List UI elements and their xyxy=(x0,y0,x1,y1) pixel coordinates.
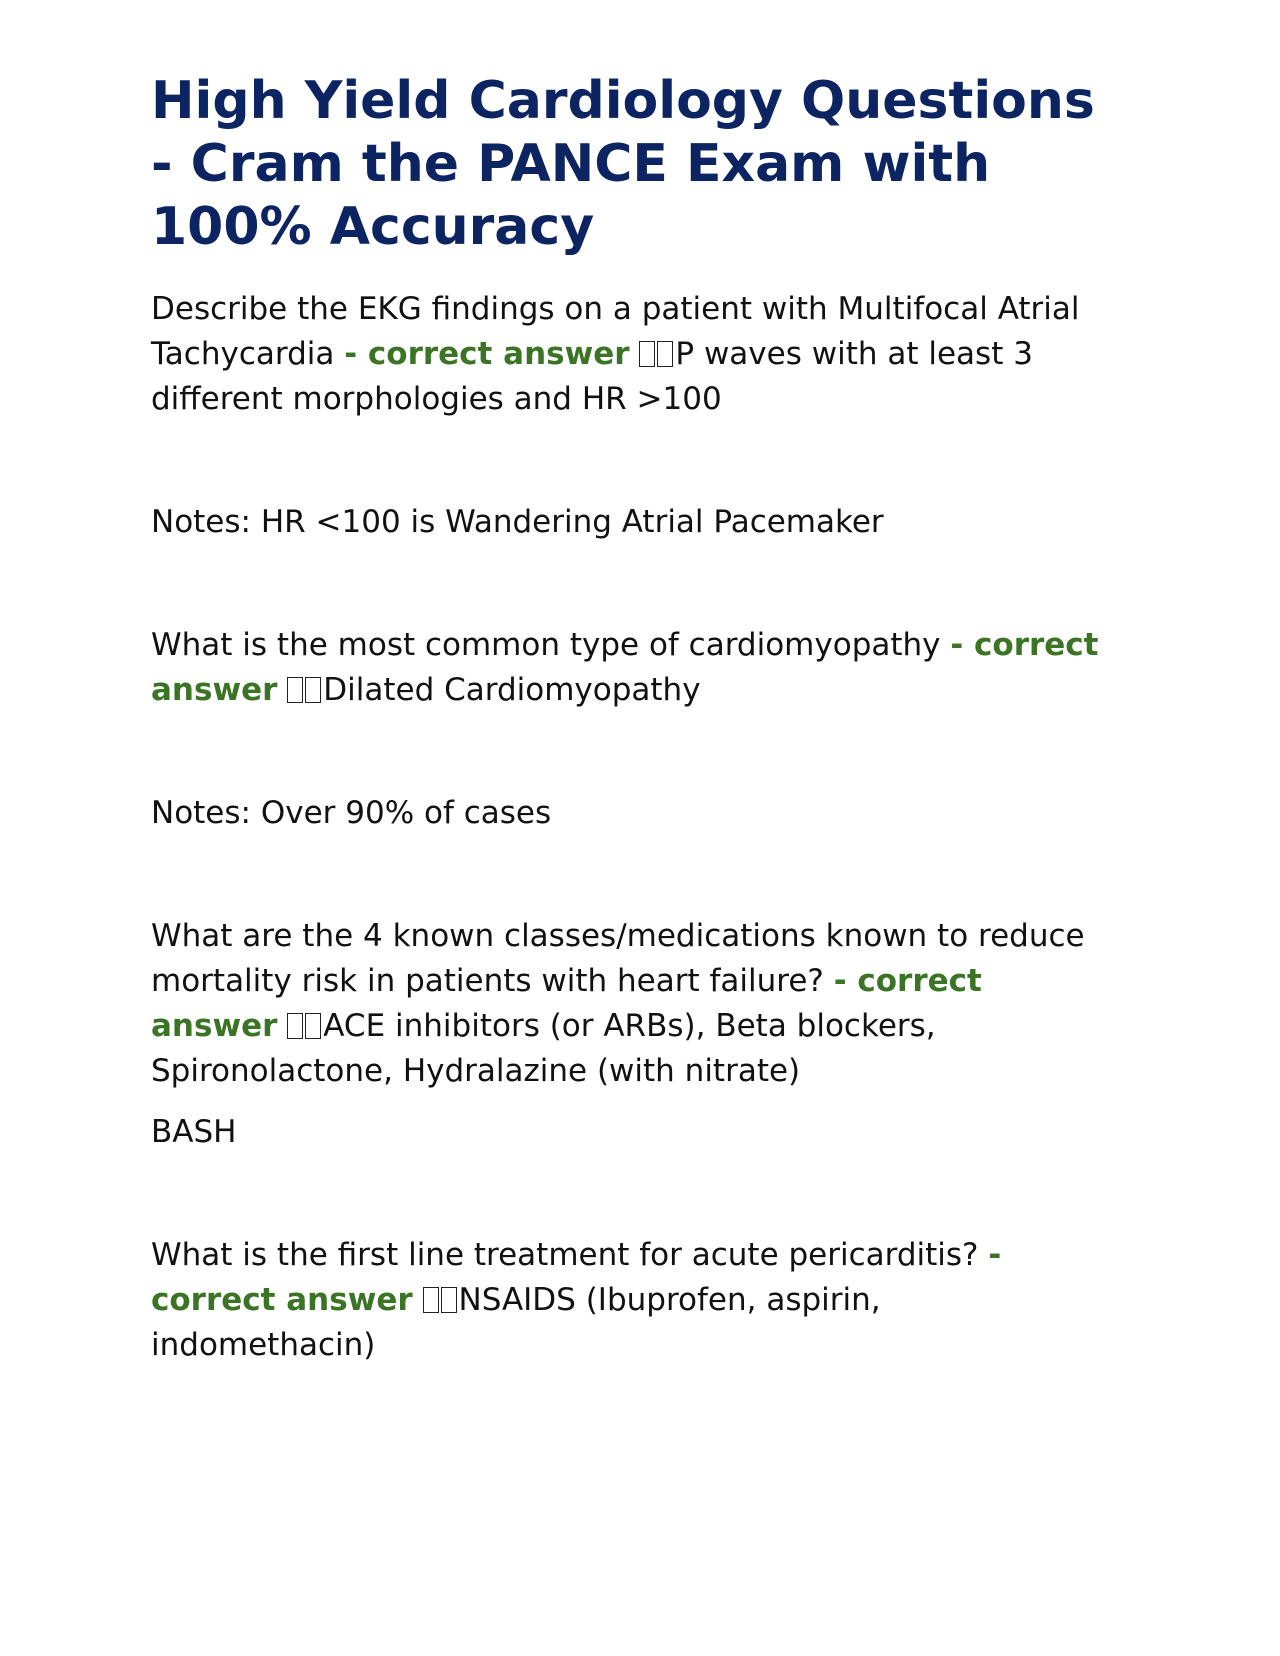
correct-answer-label: - correct answer xyxy=(151,1237,1002,1318)
answer-text: Dilated Cardiomyopathy xyxy=(323,672,701,708)
correct-answer-label: - correct answer xyxy=(151,627,1099,708)
missing-glyph-icon xyxy=(305,677,321,703)
question-text: Describe the EKG findings on a patient with Multifocal Atrial Tachycardia xyxy=(151,291,1080,372)
question-text: What is the first line treatment for acute pericarditis? xyxy=(151,1237,989,1273)
missing-glyph-icon xyxy=(287,1013,303,1039)
missing-glyph-icon xyxy=(441,1287,457,1313)
qa-item-4 xyxy=(151,1233,1101,1368)
answer-text: P waves with at least 3 different morphologies and HR >100 xyxy=(151,336,1033,417)
note-text: Notes: Over 90% of cases xyxy=(151,795,552,831)
qa-item-1 xyxy=(151,287,1101,422)
answer-text: NSAIDS (Ibuprofen, aspirin, indomethacin) xyxy=(151,1282,881,1363)
missing-glyph-icon xyxy=(287,677,303,703)
answer-text: ACE inhibitors (or ARBs), Beta blockers, Spironolactone, Hydralazine (with nitrate) xyxy=(151,1008,936,1089)
note-text: BASH xyxy=(151,1114,237,1150)
correct-answer-label: - correct answer xyxy=(344,336,630,372)
missing-glyph-icon xyxy=(639,341,655,367)
question-text: What are the 4 known classes/medications known to reduce mortality risk in patients with heart failure? xyxy=(151,918,1085,999)
question-text: What is the most common type of cardiomyopathy xyxy=(151,627,951,663)
missing-glyph-icon xyxy=(423,1287,439,1313)
note-text: Notes: HR <100 is Wandering Atrial Pacemaker xyxy=(151,504,884,540)
qa-item-2 xyxy=(151,623,1101,713)
document-page xyxy=(151,70,1101,1368)
missing-glyph-icon xyxy=(305,1013,321,1039)
qa-item-3 xyxy=(151,914,1101,1094)
missing-glyph-icon xyxy=(657,341,673,367)
document-title: High Yield Cardiology Questions - Cram the PANCE Exam with 100% Accuracy xyxy=(151,71,1095,257)
correct-answer-label: - correct answer xyxy=(151,963,982,1044)
